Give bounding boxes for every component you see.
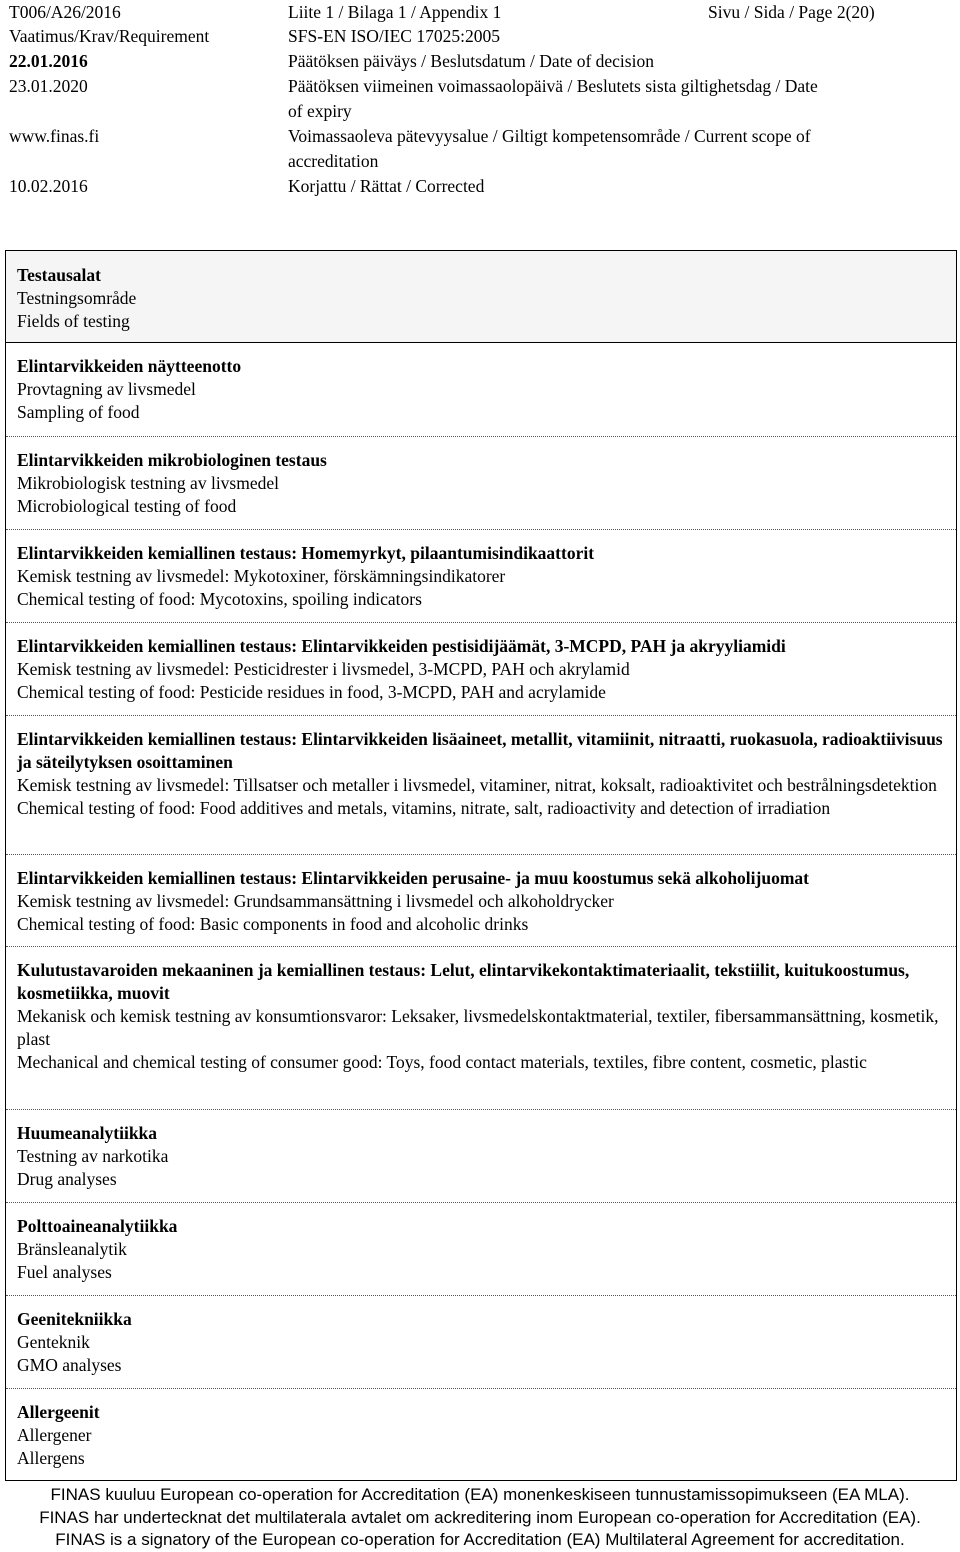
table-header — [6, 251, 956, 343]
expiry-date-label: Päätöksen viimeinen voimassaolopäivä / Beslutets sista giltighetsdag / Date — [288, 76, 818, 96]
standard-code: SFS-EN ISO/IEC 17025:2005 — [288, 26, 500, 46]
corrected-label: Korjattu / Rättat / Corrected — [288, 176, 485, 196]
page-footer — [0, 1484, 960, 1552]
field-fi: Elintarvikkeiden mikrobiologinen testaus — [17, 450, 327, 470]
field-en: Drug analyses — [17, 1169, 117, 1189]
requirement-label: Vaatimus/Krav/Requirement — [9, 26, 210, 46]
footer-line-sv: FINAS har undertecknat det multilaterala avtalet om ackreditering inom European co-operation for Accreditation (EA). — [39, 1507, 921, 1527]
field-en: GMO analyses — [17, 1355, 122, 1375]
table-row — [6, 1389, 956, 1480]
field-sv: Kemisk testning av livsmedel: Mykotoxiner, förskämningsindikatorer — [17, 566, 506, 586]
decision-date-label: Päätöksen päiväys / Beslutsdatum / Date of decision — [288, 51, 654, 71]
table-row — [6, 947, 956, 1110]
field-en: Chemical testing of food: Mycotoxins, spoiling indicators — [17, 589, 422, 609]
field-en: Microbiological testing of food — [17, 496, 237, 516]
table-row — [6, 343, 956, 437]
field-en: Sampling of food — [17, 402, 140, 422]
expiry-date: 23.01.2020 — [9, 76, 88, 96]
field-fi: Geenitekniikka — [17, 1309, 132, 1329]
scope-label: Voimassaoleva pätevyysalue / Giltigt kompetensområde / Current scope of — [288, 126, 811, 146]
field-sv: Mekanisk och kemisk testning av konsumtionsvaror: Leksaker, livsmedelskontaktmaterial, textiler, fibersammansättning, kosmetik, plast — [17, 1006, 939, 1049]
table-row — [6, 1296, 956, 1389]
field-en: Allergens — [17, 1448, 85, 1468]
decision-date: 22.01.2016 — [9, 51, 88, 71]
scope-label-cont: accreditation — [288, 151, 379, 171]
appendix-label: Liite 1 / Bilaga 1 / Appendix 1 — [288, 2, 502, 22]
field-fi: Elintarvikkeiden näytteenotto — [17, 356, 242, 376]
field-sv: Allergener — [17, 1425, 92, 1445]
field-sv: Kemisk testning av livsmedel: Pesticidrester i livsmedel, 3-MCPD, PAH och akrylamid — [17, 659, 630, 679]
field-en: Chemical testing of food: Basic components in food and alcoholic drinks — [17, 914, 529, 934]
table-row — [6, 437, 956, 530]
footer-line-fi: FINAS kuuluu European co-operation for Accreditation (EA) monenkeskiseen tunnustamissopimukseen (EA MLA). — [50, 1485, 910, 1504]
field-fi: Elintarvikkeiden kemiallinen testaus: Elintarvikkeiden lisäaineet, metallit, vitamiinit, nitraatti, ruokasuola, radioaktiivisuus ja säteilytyksen osoittaminen — [17, 729, 943, 772]
header-sv: Testningsområde — [17, 288, 137, 308]
website-link[interactable]: www.finas.fi — [9, 126, 100, 146]
field-sv: Bränsleanalytik — [17, 1239, 127, 1259]
field-fi: Huumeanalytiikka — [17, 1123, 158, 1143]
field-sv: Kemisk testning av livsmedel: Grundsammansättning i livsmedel och alkoholdrycker — [17, 891, 614, 911]
document-header — [0, 0, 960, 210]
table-row — [6, 716, 956, 855]
field-sv: Kemisk testning av livsmedel: Tillsatser och metaller i livsmedel, vitaminer, nitrat, koksalt, radioaktivitet och bestrålningsdetektion — [17, 775, 937, 795]
field-fi: Polttoaineanalytiikka — [17, 1216, 178, 1236]
field-fi: Allergeenit — [17, 1402, 100, 1422]
table-row — [6, 623, 956, 716]
field-en: Chemical testing of food: Food additives and metals, vitamins, nitrate, salt, radioactivity and detection of irradiation — [17, 798, 831, 818]
field-en: Mechanical and chemical testing of consumer good: Toys, food contact materials, textiles, fibre content, cosmetic, plastic — [17, 1052, 867, 1072]
field-sv: Genteknik — [17, 1332, 90, 1352]
corrected-date: 10.02.2016 — [9, 176, 88, 196]
field-fi: Elintarvikkeiden kemiallinen testaus: Homemyrkyt, pilaantumisindikaattorit — [17, 543, 595, 563]
field-fi: Elintarvikkeiden kemiallinen testaus: Elintarvikkeiden pestisidijäämät, 3-MCPD, PAH ja akryyliamidi — [17, 636, 786, 656]
field-en: Fuel analyses — [17, 1262, 112, 1282]
table-row — [6, 1203, 956, 1296]
document-code: T006/A26/2016 — [9, 2, 121, 22]
table-row — [6, 855, 956, 947]
table-row — [6, 530, 956, 623]
footer-line-en: FINAS is a signatory of the European co-operation for Accreditation (EA) Multilateral Agreement for accreditation. — [55, 1530, 905, 1549]
field-sv: Provtagning av livsmedel — [17, 379, 196, 399]
page-number: Sivu / Sida / Page 2(20) — [708, 2, 875, 22]
table-row — [6, 1110, 956, 1203]
field-fi: Elintarvikkeiden kemiallinen testaus: Elintarvikkeiden perusaine- ja muu koostumus sekä alkoholijuomat — [17, 868, 809, 888]
field-sv: Mikrobiologisk testning av livsmedel — [17, 473, 279, 493]
expiry-date-label-cont: of expiry — [288, 101, 352, 121]
field-fi: Kulutustavaroiden mekaaninen ja kemiallinen testaus: Lelut, elintarvikekontaktimateriaalit, tekstiilit, kuitukoostumus, kosmetiikka, muovit — [17, 960, 910, 1003]
fields-of-testing-table — [5, 250, 957, 1481]
field-en: Chemical testing of food: Pesticide residues in food, 3-MCPD, PAH and acrylamide — [17, 682, 606, 702]
field-sv: Testning av narkotika — [17, 1146, 169, 1166]
header-en: Fields of testing — [17, 311, 130, 331]
header-fi: Testausalat — [17, 265, 101, 285]
